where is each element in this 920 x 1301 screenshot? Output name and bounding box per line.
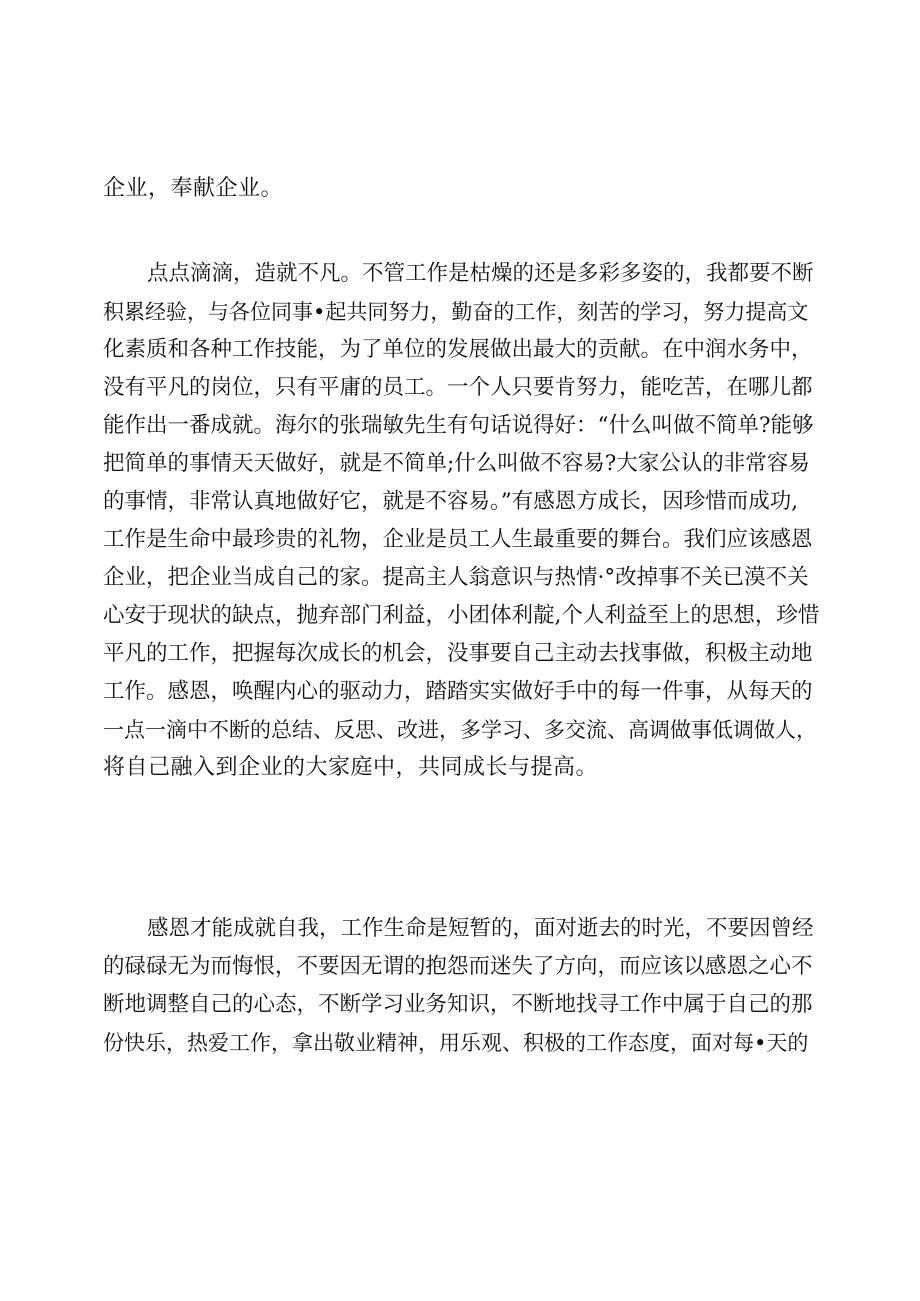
paragraph-line: 积累经验，与各位同事•起共同努力，勤奋的工作，刻苦的学习，努力提高文	[103, 300, 809, 324]
paragraph-line: 工作。感恩，唤醒内心的驱动力，踏踏实实做好手中的每一件事，从每天的	[103, 679, 813, 704]
paragraph-line: 平凡的工作，把握每次成长的机会，没事要自己主动去找事做，积极主动地	[103, 641, 813, 666]
paragraph-line: 能作出一番成就。海尔的张瑞敏先生有句话说得好：“什么叫做不简单?能够	[103, 413, 814, 438]
paragraph-line: 感恩才能成就自我，工作生命是短暂的，面对逝去的时光，不要因曾经	[147, 916, 814, 941]
paragraph-line: 企业，把企业当成自己的家。提高主人翁意识与热情·°改掉事不关已漠不关	[103, 565, 809, 590]
paragraph-line: 工作是生命中最珍贵的礼物，企业是员工人生最重要的舞台。我们应该感恩	[103, 527, 813, 552]
paragraph-gratitude-growth	[103, 255, 823, 787]
paragraph-line: 没有平凡的岗位，只有平庸的员工。一个人只要肯努力，能吃苦，在哪儿都	[103, 375, 813, 400]
paragraph-line: 企业，奉献企业。	[103, 176, 284, 201]
paragraph-line: 一点一滴中不断的总结、反思、改进，多学习、多交流、高调做事低调做人，	[103, 718, 817, 742]
paragraph-line: 份快乐，热爱工作，拿出敬业精神，用乐观、积极的工作态度，面对每•天的	[103, 1031, 809, 1055]
paragraph-continuation	[103, 170, 823, 208]
paragraph-line: 点点滴滴，造就不凡。不管工作是枯燥的还是多彩多姿的，我都要不断	[147, 261, 814, 286]
paragraph-line: 把简单的事情天天做好，就是不简单;什么叫做不容易?大家公认的非常容易	[103, 451, 810, 476]
paragraph-line: 化素质和各种工作技能，为了单位的发展做出最大的贡献。在中润水务中，	[103, 337, 813, 362]
paragraph-self-achievement	[103, 910, 823, 1062]
paragraph-line: 断地调整自己的心态，不断学习业务知识，不断地找寻工作中属于自己的那	[103, 992, 813, 1017]
paragraph-line: 的碌碌无为而悔恨，不要因无谓的抱怨而迷失了方向，而应该以感恩之心不	[103, 954, 813, 979]
paragraph-line: 的事情，非常认真地做好它，就是不容易。”有感恩方成长，因珍惜而成功,	[103, 489, 799, 514]
paragraph-line: 将自己融入到企业的大家庭中，共同成长与提高。	[103, 755, 599, 780]
paragraph-line: 心安于现状的缺点，抛弃部门利益，小团体利靛,个人利益至上的思想，珍惜	[103, 603, 820, 628]
